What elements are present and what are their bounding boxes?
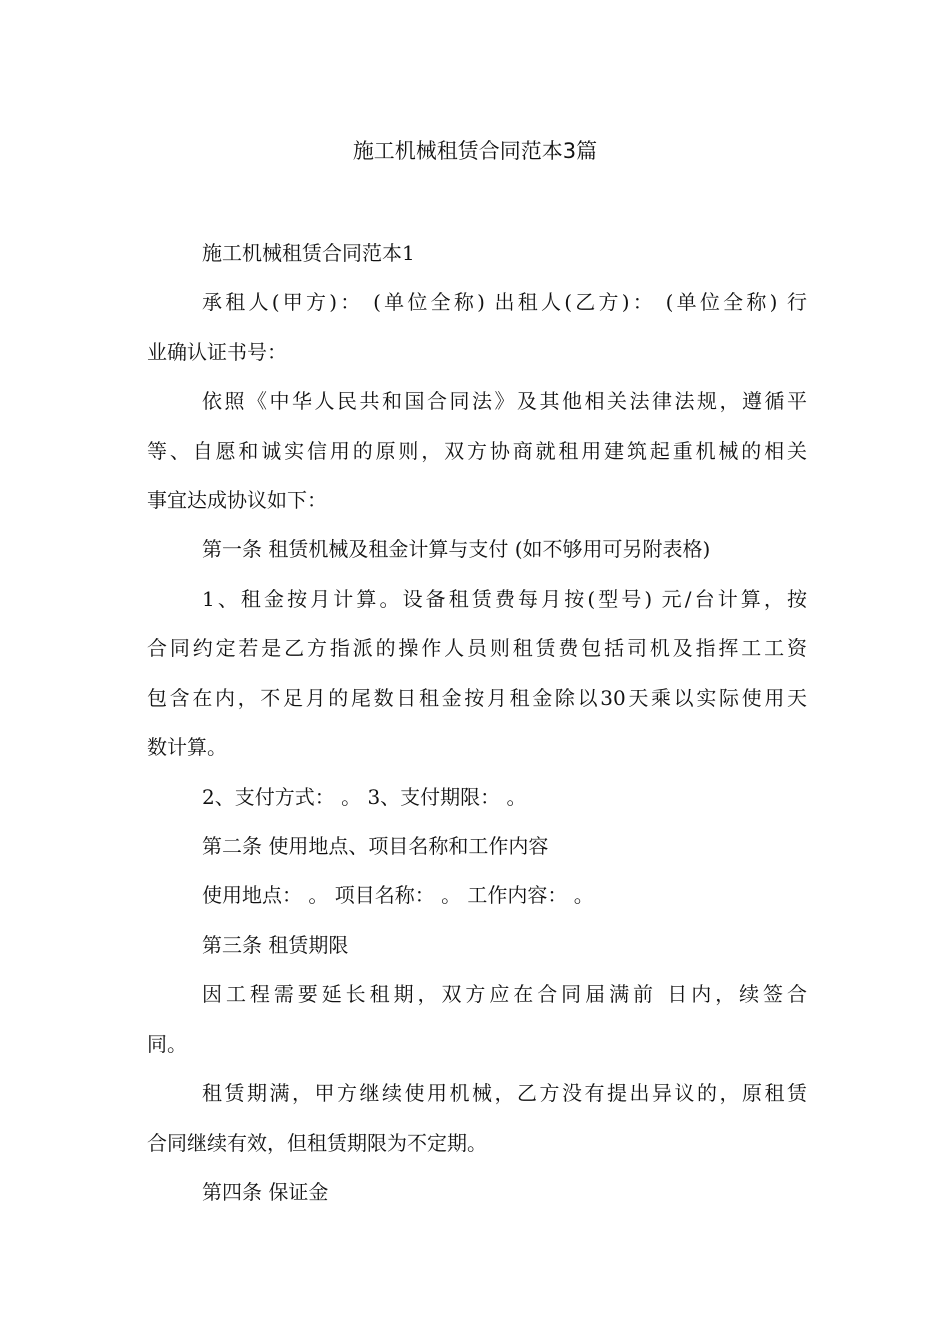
- article-heading: 第一条 租赁机械及租金计算与支付 (如不够用可另附表格): [202, 537, 711, 561]
- paragraph-line: 同。: [147, 1032, 187, 1056]
- section-heading: 施工机械租赁合同范本1: [202, 241, 415, 265]
- paragraph-line: 承租人(甲方)： (单位全称) 出租人(乙方)： (单位全称) 行: [202, 290, 807, 314]
- article-heading: 第三条 租赁期限: [202, 933, 349, 957]
- article-heading: 第二条 使用地点、项目名称和工作内容: [202, 834, 549, 858]
- paragraph-line: 数计算。: [147, 735, 227, 759]
- paragraph-line: 合同约定若是乙方指派的操作人员则租赁费包括司机及指挥工工资: [147, 636, 807, 660]
- paragraph-line: 合同继续有效，但租赁期限为不定期。: [147, 1131, 487, 1155]
- paragraph-line: 业确认证书号：: [147, 340, 287, 364]
- paragraph-line: 2、支付方式： 。 3、支付期限： 。: [202, 785, 527, 809]
- document-title: 施工机械租赁合同范本3篇: [352, 139, 598, 163]
- paragraph-line: 租赁期满，甲方继续使用机械，乙方没有提出异议的，原租赁: [202, 1081, 807, 1105]
- paragraph-line: 包含在内，不足月的尾数日租金按月租金除以30天乘以实际使用天: [147, 686, 807, 710]
- paragraph-line: 因工程需要延长租期，双方应在合同届满前 日内，续签合: [202, 982, 807, 1006]
- paragraph-line: 事宜达成协议如下：: [147, 488, 327, 512]
- paragraph-line: 等、自愿和诚实信用的原则，双方协商就租用建筑起重机械的相关: [147, 439, 807, 463]
- article-heading: 第四条 保证金: [202, 1180, 329, 1204]
- paragraph-line: 1、租金按月计算。设备租赁费每月按(型号) 元/台计算，按: [202, 587, 807, 611]
- paragraph-line: 使用地点： 。 项目名称： 。 工作内容： 。: [202, 883, 594, 907]
- paragraph-line: 依照《中华人民共和国合同法》及其他相关法律法规，遵循平: [202, 389, 807, 413]
